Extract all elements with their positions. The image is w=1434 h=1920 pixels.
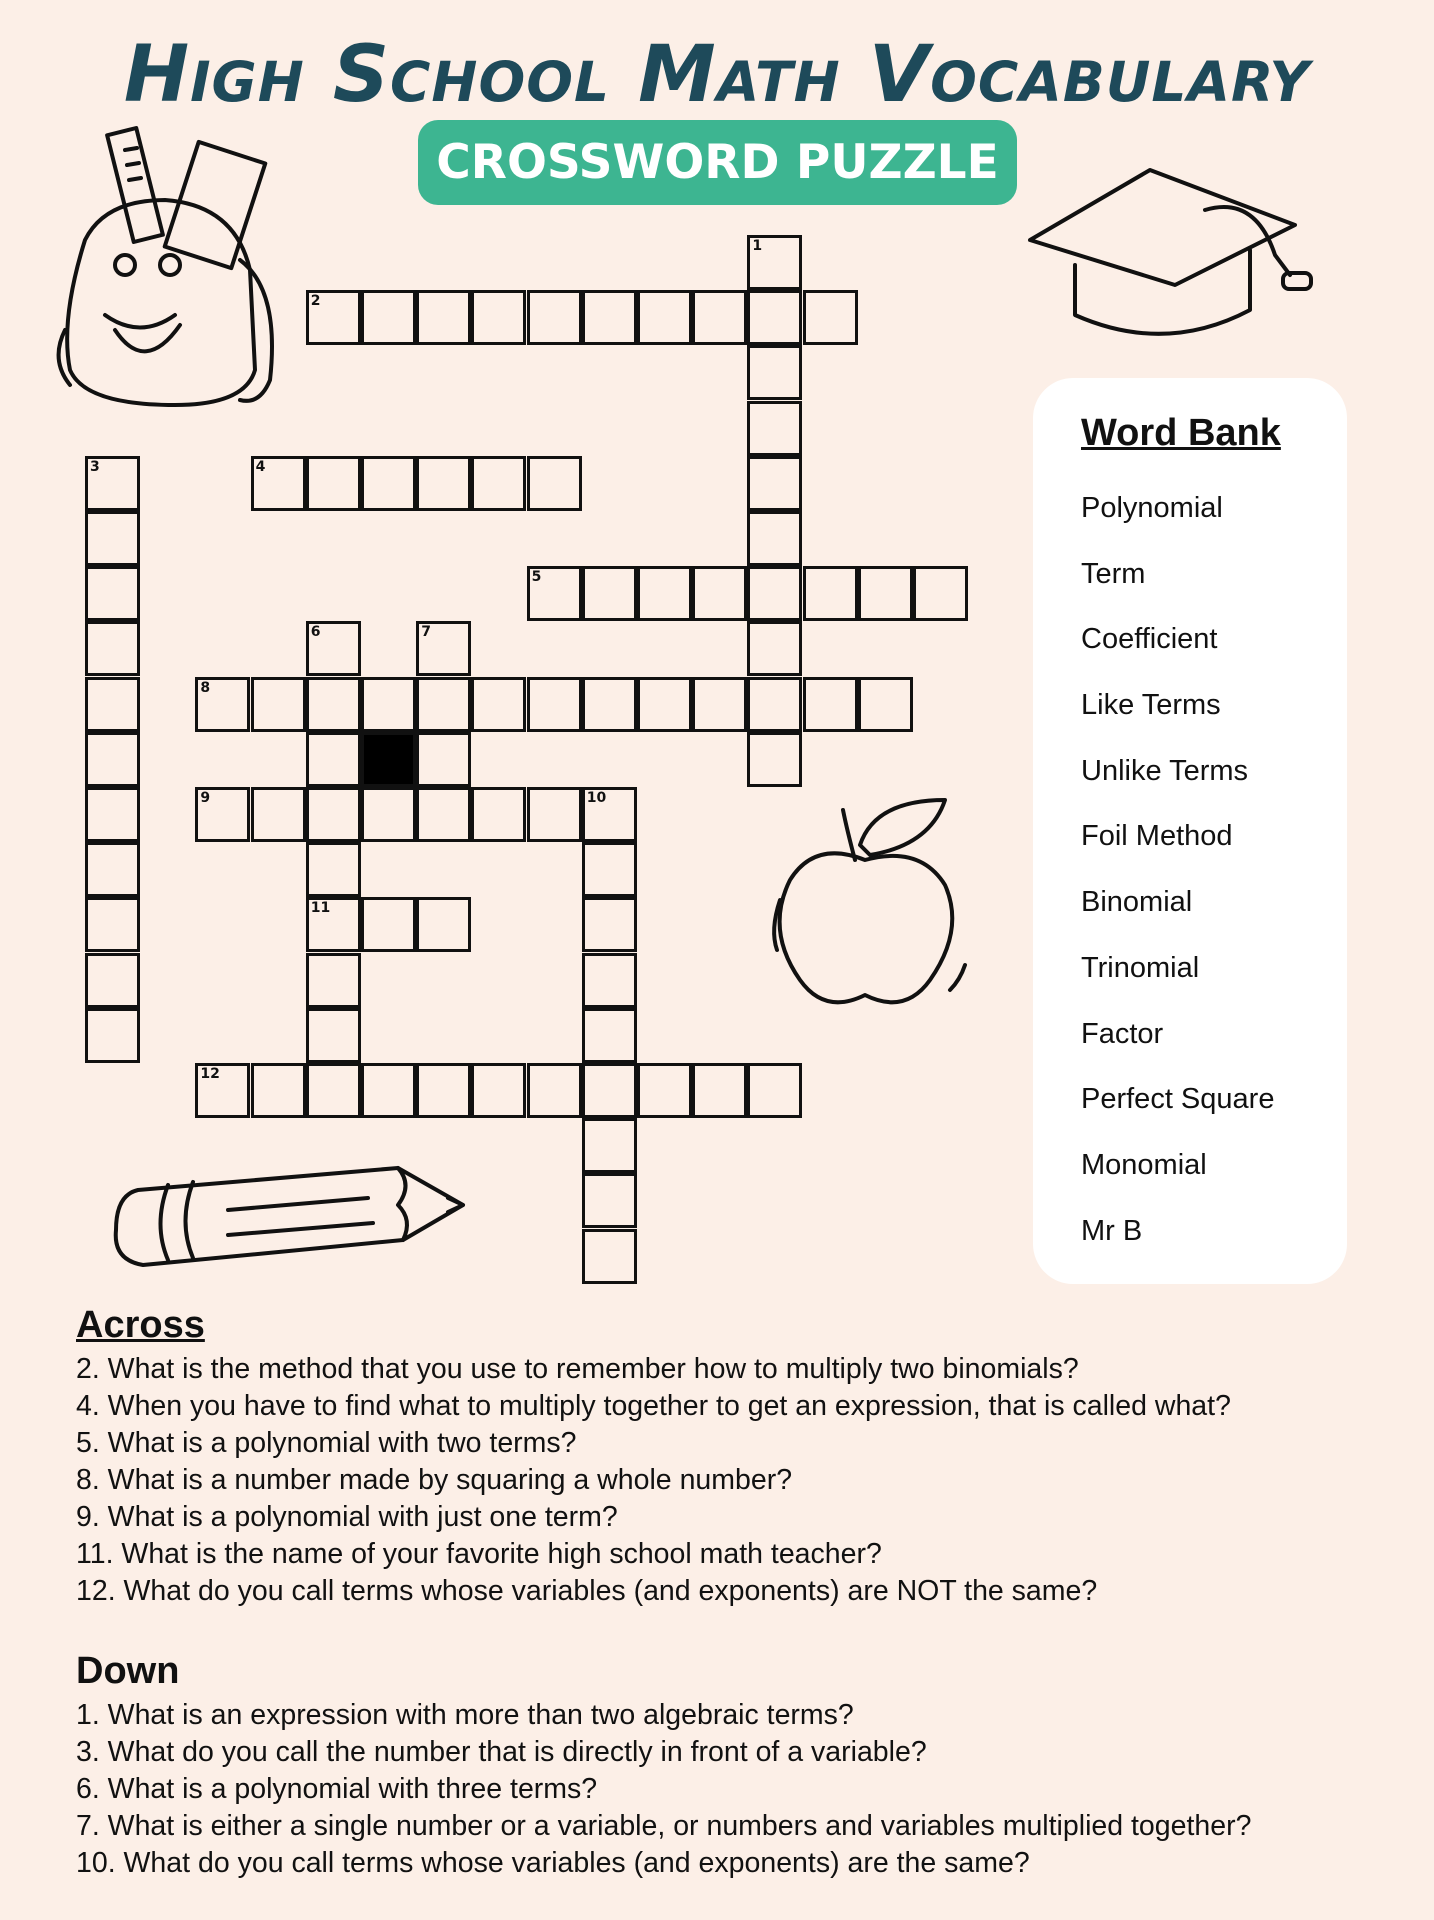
crossword-cell[interactable]	[747, 456, 802, 511]
crossword-cell[interactable]	[747, 511, 802, 566]
crossword-cell[interactable]	[85, 511, 140, 566]
clue-across: 2. What is the method that you use to remember how to multiply two binomials?	[76, 1353, 1079, 1385]
crossword-cell[interactable]	[747, 290, 802, 345]
clue-down: 7. What is either a single number or a variable, or numbers and variables multiplied together?	[76, 1810, 1252, 1842]
crossword-cell[interactable]	[582, 897, 637, 952]
crossword-cell[interactable]	[85, 621, 140, 676]
crossword-cell[interactable]	[637, 1063, 692, 1118]
crossword-cell[interactable]	[251, 677, 306, 732]
crossword-cell[interactable]	[85, 842, 140, 897]
clue-down: 3. What do you call the number that is directly in front of a variable?	[76, 1736, 927, 1768]
clue-number: 2	[310, 293, 321, 310]
crossword-cell[interactable]	[416, 897, 471, 952]
crossword-cell[interactable]	[858, 566, 913, 621]
crossword-cell[interactable]	[803, 566, 858, 621]
crossword-cell[interactable]	[582, 1118, 637, 1173]
crossword-cell[interactable]	[85, 677, 140, 732]
clue-across: 8. What is a number made by squaring a whole number?	[76, 1464, 793, 1496]
crossword-cell[interactable]	[582, 842, 637, 897]
clue-number: 1	[752, 238, 763, 254]
word-bank-item: Like Terms	[1081, 689, 1221, 722]
crossword-cell[interactable]	[471, 677, 526, 732]
word-bank-list	[1081, 488, 1274, 1276]
clue-down: 6. What is a polynomial with three terms?	[76, 1773, 598, 1805]
crossword-cell[interactable]	[582, 953, 637, 1008]
crossword-cell[interactable]	[85, 456, 140, 511]
clue-number: 12	[200, 1066, 220, 1082]
across-clues	[76, 1304, 1396, 1610]
crossword-cell[interactable]	[747, 345, 802, 400]
crossword-cell[interactable]	[747, 621, 802, 676]
crossword-cell[interactable]	[582, 566, 637, 621]
word-bank-item: Trinomial	[1081, 951, 1200, 984]
clue-down: 1. What is an expression with more than two algebraic terms?	[76, 1699, 854, 1731]
crossword-cell[interactable]	[306, 621, 361, 676]
crossword-cell[interactable]	[85, 787, 140, 842]
crossword-cell[interactable]	[637, 290, 692, 345]
clue-across: 5. What is a polynomial with two terms?	[76, 1427, 577, 1459]
word-bank-item: Mr B	[1081, 1214, 1143, 1247]
crossword-cell[interactable]	[582, 290, 637, 345]
word-bank-item: Polynomial	[1081, 492, 1223, 524]
word-bank-item: Foil Method	[1081, 820, 1233, 853]
word-bank-item: Coefficient	[1081, 623, 1218, 656]
word-bank-item: Term	[1081, 557, 1146, 590]
crossword-cell[interactable]	[195, 1063, 250, 1118]
clue-down: 10. What do you call terms whose variables (and exponents) are the same?	[76, 1847, 1030, 1879]
clue-across: 9. What is a polynomial with just one term?	[76, 1501, 618, 1533]
crossword-cell[interactable]	[306, 787, 361, 842]
crossword-cell[interactable]	[85, 953, 140, 1008]
crossword-cell[interactable]	[416, 456, 471, 511]
crossword-cell[interactable]	[416, 732, 471, 787]
crossword-cell[interactable]	[913, 566, 968, 621]
crossword-cell[interactable]	[195, 677, 250, 732]
crossword-cell[interactable]	[692, 290, 747, 345]
word-bank	[1033, 378, 1347, 1284]
crossword-cell[interactable]	[306, 290, 361, 345]
crossword-cell[interactable]	[582, 787, 637, 842]
crossword-cell[interactable]	[361, 787, 416, 842]
crossword-cell[interactable]	[251, 456, 306, 511]
clue-number: 6	[310, 624, 321, 641]
crossword-cell[interactable]	[85, 732, 140, 787]
clue-number: 4	[255, 458, 266, 475]
crossword-cell[interactable]	[85, 1008, 140, 1063]
crossword-cell[interactable]	[527, 1063, 582, 1118]
clue-number: 7	[421, 624, 431, 641]
crossword-cell[interactable]	[471, 456, 526, 511]
crossword-cell[interactable]	[361, 1063, 416, 1118]
crossword-cell[interactable]	[582, 1173, 637, 1228]
crossword-cell[interactable]	[416, 290, 471, 345]
crossword-cell[interactable]	[692, 677, 747, 732]
crossword-cell[interactable]	[195, 787, 250, 842]
word-bank-item: Unlike Terms	[1081, 754, 1249, 787]
crossword-cell[interactable]	[361, 290, 416, 345]
clue-number: 9	[200, 790, 211, 806]
clue-number: 5	[531, 569, 542, 586]
crossword-cell[interactable]	[582, 1008, 637, 1063]
clue-number: 3	[90, 458, 100, 475]
word-bank-item: Binomial	[1081, 886, 1193, 919]
crossword-cell[interactable]	[306, 732, 361, 787]
crossword-cell[interactable]	[471, 290, 526, 345]
crossword-cell[interactable]	[306, 677, 361, 732]
crossword-cell[interactable]	[527, 677, 582, 732]
crossword-cell[interactable]	[361, 897, 416, 952]
clue-across: 12. What do you call terms whose variables (and exponents) are NOT the same?	[76, 1575, 1098, 1607]
crossword-cell[interactable]	[527, 290, 582, 345]
crossword-cell[interactable]	[692, 566, 747, 621]
subtitle-badge: CROSSWORD PUZZLE	[418, 120, 1017, 205]
crossword-cell[interactable]	[747, 566, 802, 621]
crossword-cell[interactable]	[361, 456, 416, 511]
crossword-cell[interactable]	[803, 677, 858, 732]
crossword-black-cell	[361, 732, 416, 787]
clue-number: 10	[586, 790, 607, 806]
clue-number: 11	[310, 900, 331, 917]
crossword-cell[interactable]	[747, 677, 802, 732]
crossword-cell[interactable]	[471, 787, 526, 842]
crossword-cell[interactable]	[747, 235, 802, 290]
across-heading: Across	[76, 1304, 205, 1346]
crossword-cell[interactable]	[251, 787, 306, 842]
crossword-cell[interactable]	[306, 456, 361, 511]
down-heading: Down	[76, 1650, 180, 1692]
word-bank-item: Factor	[1081, 1017, 1164, 1050]
crossword-cell[interactable]	[416, 787, 471, 842]
crossword-cell[interactable]	[361, 677, 416, 732]
crossword-cell[interactable]	[637, 677, 692, 732]
clue-number: 8	[200, 679, 211, 696]
crossword-cell[interactable]	[85, 897, 140, 952]
crossword-cell[interactable]	[858, 677, 913, 732]
crossword-cell[interactable]	[306, 953, 361, 1008]
crossword-cell[interactable]	[747, 401, 802, 456]
crossword-cell[interactable]	[471, 1063, 526, 1118]
crossword-cell[interactable]	[527, 787, 582, 842]
page-title: High School Math Vocabulary	[123, 30, 1311, 120]
crossword-cell[interactable]	[416, 677, 471, 732]
crossword-cell[interactable]	[582, 1063, 637, 1118]
crossword-cell[interactable]	[306, 897, 361, 952]
crossword-cell[interactable]	[416, 621, 471, 676]
crossword-cell[interactable]	[251, 1063, 306, 1118]
down-clues	[76, 1650, 1396, 1882]
crossword-cell[interactable]	[692, 1063, 747, 1118]
crossword-cell[interactable]	[582, 677, 637, 732]
crossword-cell[interactable]	[527, 566, 582, 621]
crossword-cell[interactable]	[527, 456, 582, 511]
word-bank-item: Monomial	[1081, 1148, 1207, 1181]
crossword-cell[interactable]	[747, 1063, 802, 1118]
crossword-cell[interactable]	[637, 566, 692, 621]
crossword-cell[interactable]	[306, 842, 361, 897]
crossword-cell[interactable]	[747, 732, 802, 787]
crossword-cell[interactable]	[803, 290, 858, 345]
crossword-cell[interactable]	[582, 1229, 637, 1284]
clue-across: 11. What is the name of your favorite high school math teacher?	[76, 1538, 882, 1570]
crossword-cell[interactable]	[306, 1063, 361, 1118]
clue-across: 4. When you have to find what to multiply together to get an expression, that is called what?	[76, 1390, 1231, 1422]
word-bank-item: Perfect Square	[1081, 1083, 1275, 1116]
crossword-cell[interactable]	[85, 566, 140, 621]
crossword-cell[interactable]	[416, 1063, 471, 1118]
word-bank-heading: Word Bank	[1081, 412, 1281, 454]
crossword-cell[interactable]	[306, 1008, 361, 1063]
